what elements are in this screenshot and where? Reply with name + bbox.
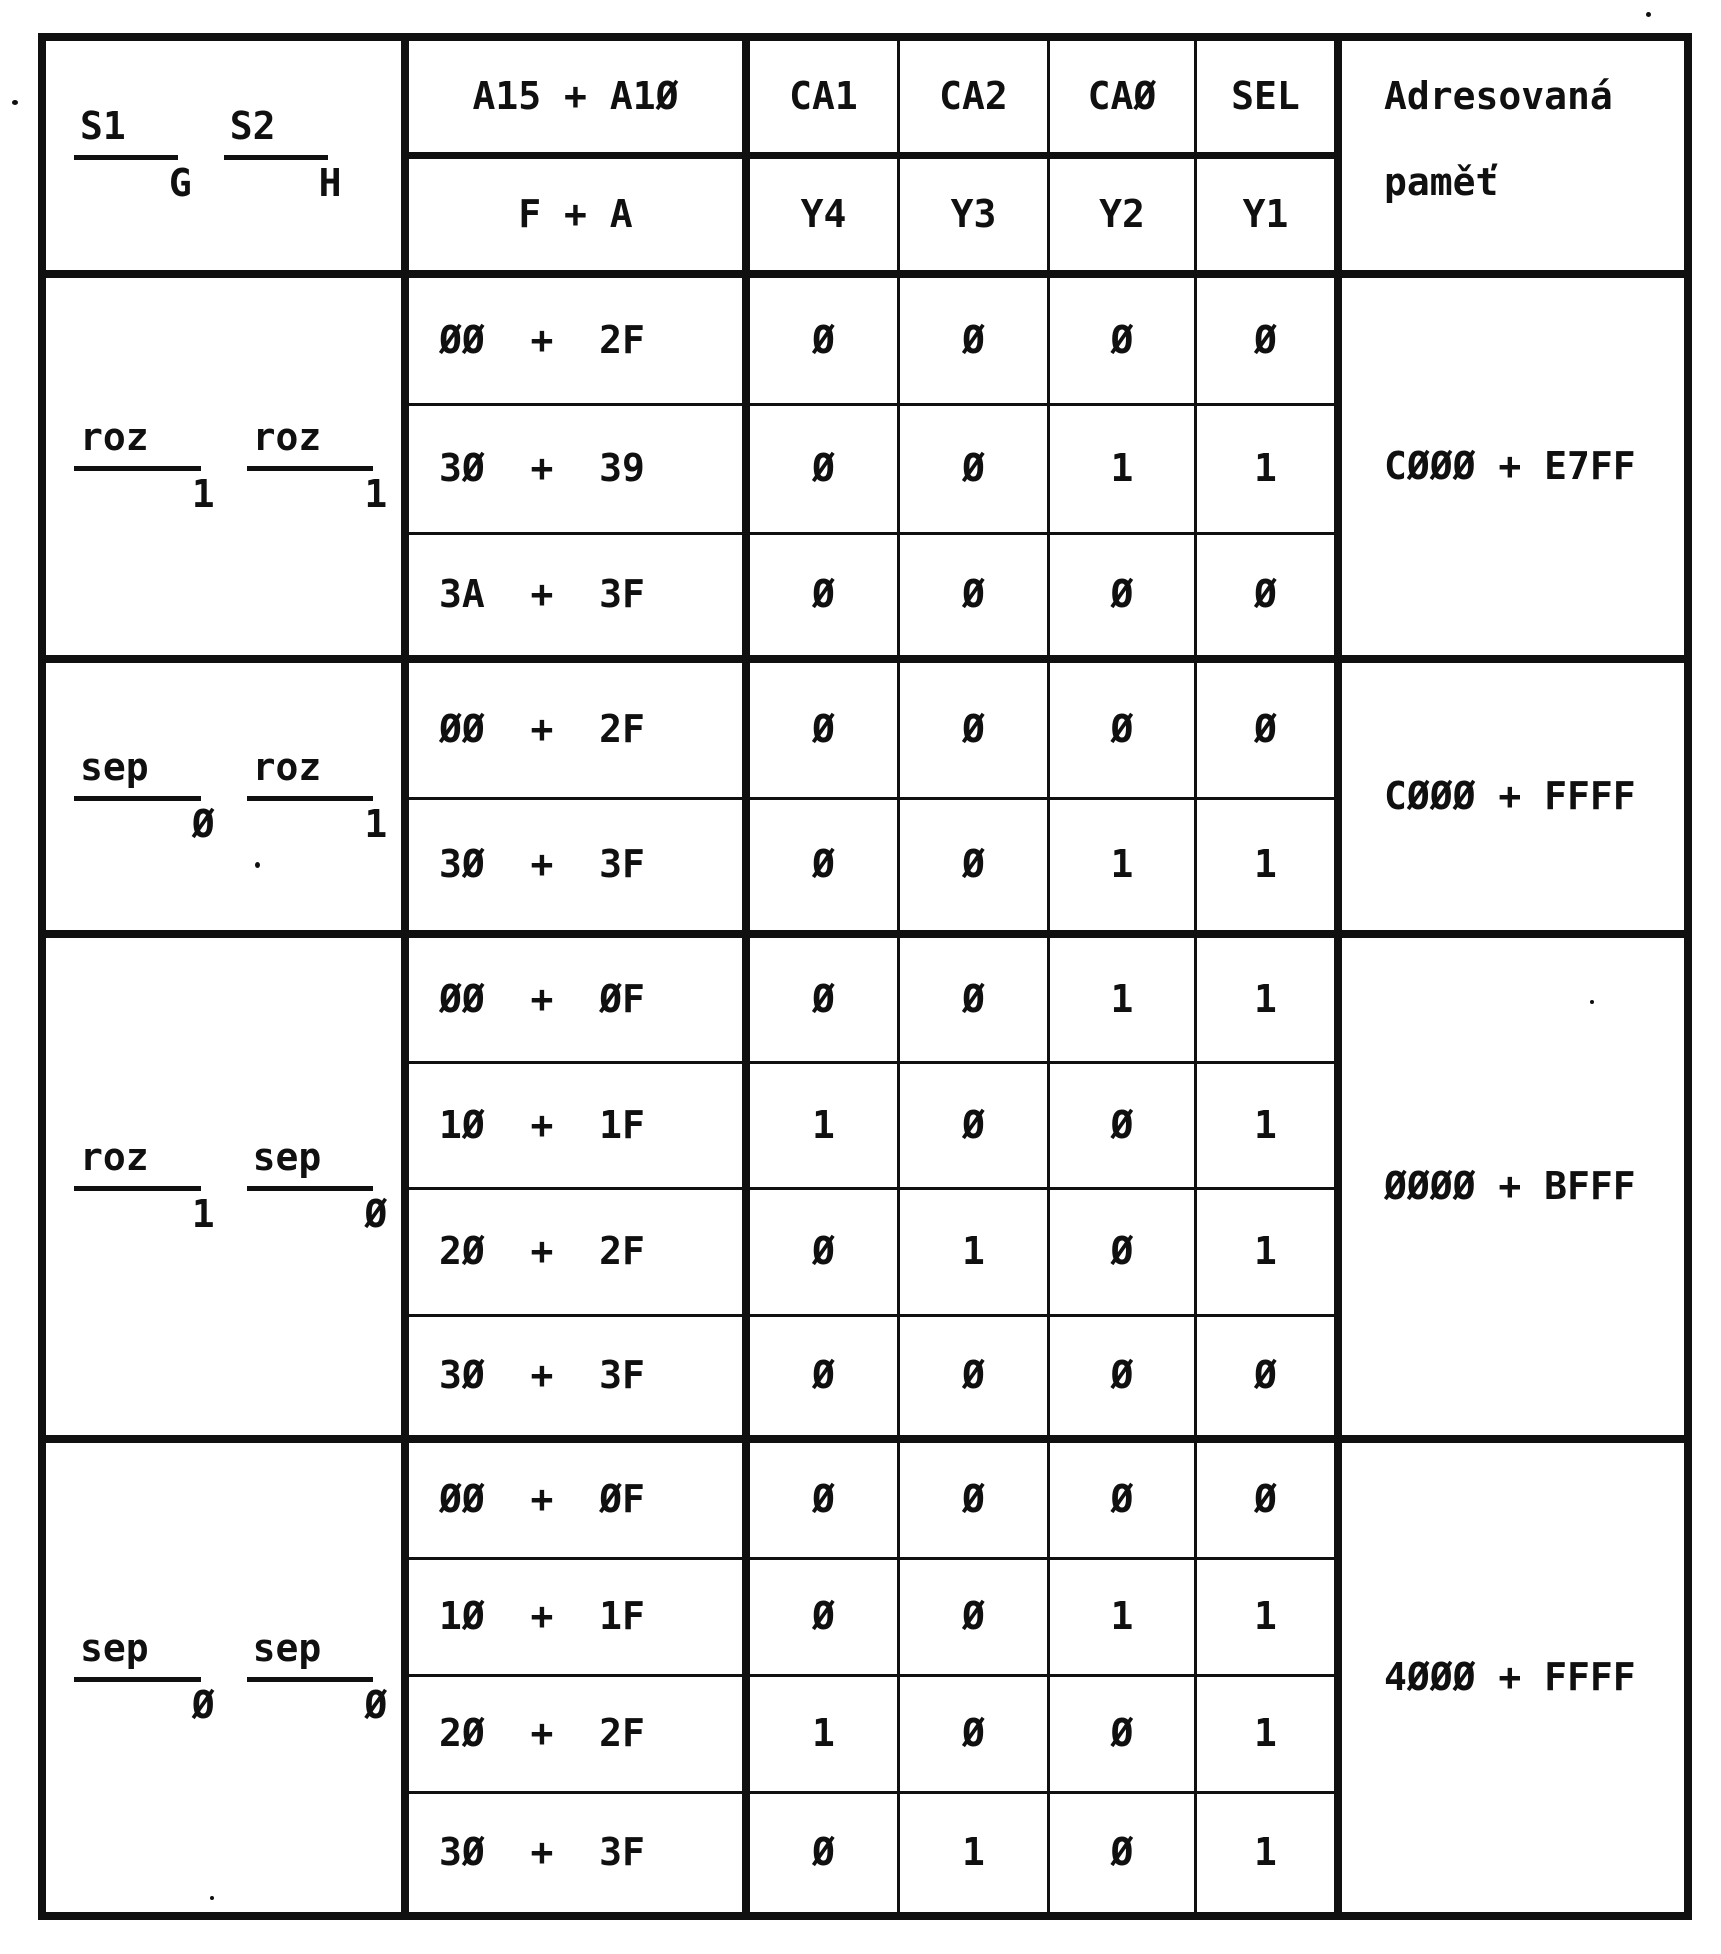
bit-cell-ca1: Ø (750, 663, 900, 800)
group3-s1-den: 1 (191, 1192, 215, 1236)
bit-cell-ca0: 1 (1050, 1560, 1197, 1677)
group4-s1-num: sep (74, 1627, 201, 1682)
group1-s2-num: roz (247, 416, 374, 471)
bit-cell-sel: 1 (1197, 406, 1342, 535)
group2-s1-signal (74, 745, 215, 846)
range-cell: 2Ø + 2F (409, 1677, 750, 1794)
bit-cell-sel: 1 (1197, 1064, 1342, 1190)
bit-cell-sel: 1 (1197, 1794, 1342, 1912)
bit-cell-ca0: Ø (1050, 1443, 1197, 1560)
bit-cell-ca2: Ø (900, 406, 1050, 535)
range-cell: 3Ø + 3F (409, 1794, 750, 1912)
bit-cell-ca0: 1 (1050, 938, 1197, 1064)
bit-cell-ca2: Ø (900, 1560, 1050, 1677)
bit-cell-ca2: Ø (900, 535, 1050, 663)
memory-range-cell: ØØØØ + BFFF (1342, 938, 1684, 1443)
scan-speck (1646, 12, 1651, 17)
address-lines-header: A15 + A1Ø (409, 41, 750, 159)
bit-cell-ca2: Ø (900, 1317, 1050, 1443)
bit-cell-sel: 1 (1197, 1190, 1342, 1317)
range-cell: 2Ø + 2F (409, 1190, 750, 1317)
range-cell: 3Ø + 3F (409, 800, 750, 938)
range-cell: ØØ + 2F (409, 278, 750, 406)
bit-cell-ca1: Ø (750, 1443, 900, 1560)
bit-cell-ca2: Ø (900, 663, 1050, 800)
g-label: G (168, 161, 192, 205)
group4-signal-cell (46, 1443, 409, 1912)
group3-signal-cell (46, 938, 409, 1443)
bit-cell-ca2: 1 (900, 1190, 1050, 1317)
range-cell: 3Ø + 3F (409, 1317, 750, 1443)
bit-cell-ca1: Ø (750, 278, 900, 406)
bit-cell-sel: 1 (1197, 1560, 1342, 1677)
bit-cell-ca1: Ø (750, 938, 900, 1064)
bit-cell-sel: 1 (1197, 938, 1342, 1064)
bit-cell-ca1: Ø (750, 800, 900, 938)
bit-cell-sel: Ø (1197, 535, 1342, 663)
range-cell: 1Ø + 1F (409, 1064, 750, 1190)
group4-s2-signal (247, 1626, 388, 1727)
bit-cell-ca1: 1 (750, 1064, 900, 1190)
bit-cell-ca0: Ø (1050, 1794, 1197, 1912)
memory-range-cell: CØØØ + FFFF (1342, 663, 1684, 938)
col-header-y1: Y1 (1197, 159, 1342, 278)
group3-s2-num: sep (247, 1136, 374, 1191)
bit-cell-ca0: Ø (1050, 1190, 1197, 1317)
bit-cell-sel: Ø (1197, 278, 1342, 406)
group2-s2-num: roz (247, 746, 374, 801)
group3-s2-signal (247, 1135, 388, 1236)
group3-s1-num: roz (74, 1136, 201, 1191)
scan-speck (210, 1896, 214, 1900)
bit-cell-ca2: Ø (900, 278, 1050, 406)
bit-cell-sel: Ø (1197, 1317, 1342, 1443)
group2-s2-den: 1 (364, 802, 388, 846)
col-header-ca0: CAØ (1050, 41, 1197, 159)
bit-cell-sel: 1 (1197, 1677, 1342, 1794)
bit-cell-ca1: 1 (750, 1677, 900, 1794)
bit-cell-ca0: Ø (1050, 278, 1197, 406)
group2-s1-num: sep (74, 746, 201, 801)
s2-label: S2 (224, 105, 328, 160)
bit-cell-ca0: 1 (1050, 406, 1197, 535)
bit-cell-sel: Ø (1197, 663, 1342, 800)
memory-range-cell: 4ØØØ + FFFF (1384, 1654, 1636, 1699)
col-header-ca1: CA1 (750, 41, 900, 159)
bit-cell-ca2: Ø (900, 1677, 1050, 1794)
h-label: H (318, 161, 342, 205)
range-cell: ØØ + ØF (409, 1443, 750, 1560)
col-header-ca2: CA2 (900, 41, 1050, 159)
bit-cell-ca1: Ø (750, 406, 900, 535)
bit-cell-ca1: Ø (750, 1190, 900, 1317)
group1-s1-den: 1 (191, 472, 215, 516)
group3-s1-signal (74, 1135, 215, 1236)
address-decode-table (38, 33, 1692, 1920)
bit-cell-ca2: Ø (900, 1443, 1050, 1560)
group4-s2-num: sep (247, 1627, 374, 1682)
group3-s2-den: Ø (364, 1192, 388, 1236)
s2-over-h-signal (224, 104, 342, 205)
bit-cell-ca2: Ø (900, 938, 1050, 1064)
bit-cell-ca0: Ø (1050, 663, 1197, 800)
addressed-memory-header (1342, 41, 1684, 278)
scan-speck (255, 862, 260, 868)
bit-cell-ca0: Ø (1050, 1064, 1197, 1190)
s1-over-g-signal (74, 104, 192, 205)
addressed-memory-header-line2: paměť (1384, 159, 1499, 204)
group1-s2-signal (247, 415, 388, 516)
bit-cell-ca2: Ø (900, 1064, 1050, 1190)
bit-cell-sel: 1 (1197, 800, 1342, 938)
bit-cell-ca1: Ø (750, 1794, 900, 1912)
s1-label: S1 (74, 105, 178, 160)
range-cell: 3A + 3F (409, 535, 750, 663)
col-header-y2: Y2 (1050, 159, 1197, 278)
bit-cell-ca0: Ø (1050, 535, 1197, 663)
range-cell: 1Ø + 1F (409, 1560, 750, 1677)
group1-s1-signal (74, 415, 215, 516)
bit-cell-sel: Ø (1197, 1443, 1342, 1560)
bit-cell-ca1: Ø (750, 1560, 900, 1677)
range-cell: ØØ + 2F (409, 663, 750, 800)
bit-cell-ca0: Ø (1050, 1677, 1197, 1794)
scan-speck (12, 100, 18, 105)
group4-s1-den: Ø (191, 1683, 215, 1727)
address-lines-subheader: F + A (409, 159, 750, 278)
bit-cell-ca2: Ø (900, 800, 1050, 938)
select-signals-header-cell (46, 41, 409, 278)
group2-signal-cell (46, 663, 409, 938)
group4-s2-den: Ø (364, 1683, 388, 1727)
memory-range-cell: CØØØ + E7FF (1342, 278, 1684, 663)
scan-speck (1590, 1000, 1594, 1004)
range-cell: 3Ø + 39 (409, 406, 750, 535)
group2-s1-den: Ø (191, 802, 215, 846)
bit-cell-ca0: 1 (1050, 800, 1197, 938)
addressed-memory-header-line1: Adresovaná (1384, 74, 1613, 118)
col-header-y3: Y3 (900, 159, 1050, 278)
bit-cell-ca1: Ø (750, 1317, 900, 1443)
bit-cell-ca2: 1 (900, 1794, 1050, 1912)
range-cell: ØØ + ØF (409, 938, 750, 1064)
col-header-y4: Y4 (750, 159, 900, 278)
group1-s2-den: 1 (364, 472, 388, 516)
group4-s1-signal (74, 1626, 215, 1727)
bit-cell-ca0: Ø (1050, 1317, 1197, 1443)
group1-signal-cell (46, 278, 409, 663)
group2-s2-signal (247, 745, 388, 846)
group1-s1-num: roz (74, 416, 201, 471)
bit-cell-ca1: Ø (750, 535, 900, 663)
col-header-sel: SEL (1197, 41, 1342, 159)
